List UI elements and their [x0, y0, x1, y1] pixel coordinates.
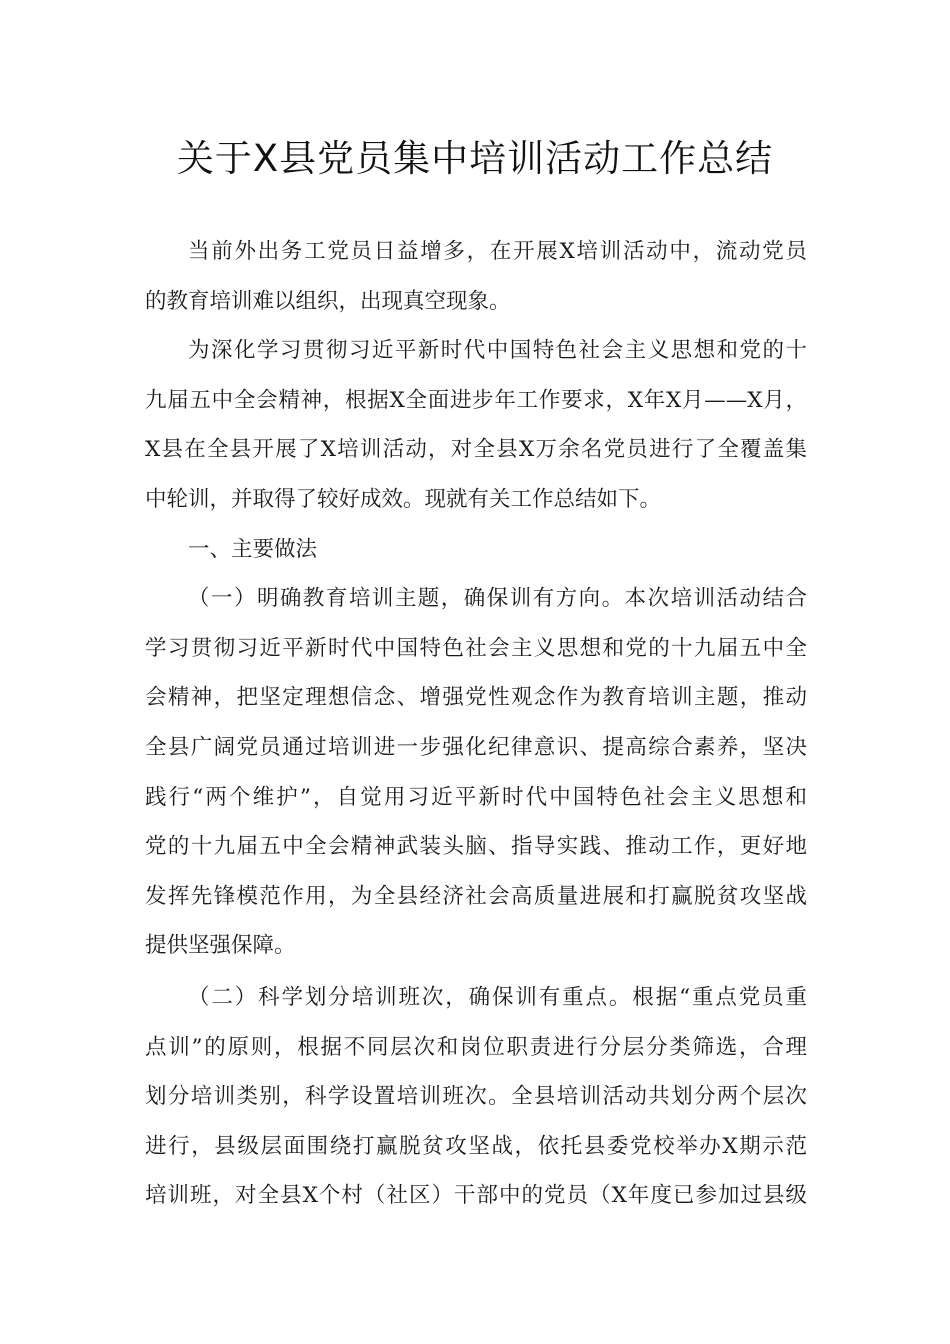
paragraph-line: 提供坚强保障。 [145, 933, 296, 959]
document-body [145, 232, 807, 1226]
paragraph-line: 中轮训，并取得了较好成效。现就有关工作总结如下。 [145, 486, 662, 512]
paragraph-line: 培训班，对全县X个村（社区）干部中的党员（X年度已参加过县级 [145, 1183, 807, 1209]
paragraph-line: 进行，县级层面围绕打赢脱贫攻坚战，依托县委党校举办X期示范 [145, 1133, 807, 1159]
paragraph-line: 党的十九届五中全会精神武装头脑、指导实践、推动工作，更好地 [145, 834, 807, 860]
paragraph-line: 学习贯彻习近平新时代中国特色社会主义思想和党的十九届五中全 [145, 635, 807, 661]
paragraph-line: 划分培训类别，科学设置培训班次。全县培训活动共划分两个层次 [145, 1084, 807, 1110]
paragraph-line: （二）科学划分培训班次，确保训有重点。根据“重点党员重 [188, 984, 807, 1010]
paragraph-line: 全县广阔党员通过培训进一步强化纪律意识、提高综合素养，坚决 [145, 734, 807, 760]
paragraph-line: 点训”的原则，根据不同层次和岗位职责进行分层分类筛选，合理 [145, 1034, 807, 1060]
paragraph-line: 九届五中全会精神，根据X全面进步年工作要求，X年X月——X月， [145, 387, 807, 413]
paragraph-line: X县在全县开展了X培训活动，对全县X万余名党员进行了全覆盖集 [145, 437, 807, 463]
section-heading: 一、主要做法 [188, 536, 318, 562]
paragraph-line: 当前外出务工党员日益增多，在开展X培训活动中，流动党员 [188, 239, 807, 264]
paragraph-line: 发挥先锋模范作用，为全县经济社会高质量进展和打赢脱贫攻坚战 [145, 883, 807, 909]
paragraph-line: 的教育培训难以组织，出现真空现象。 [145, 288, 511, 314]
paragraph-line: 会精神，把坚定理想信念、增强党性观念作为教育培训主题，推动 [145, 685, 807, 711]
paragraph-line: 为深化学习贯彻习近平新时代中国特色社会主义思想和党的十 [188, 338, 807, 364]
paragraph-line: 践行“两个维护”，自觉用习近平新时代中国特色社会主义思想和 [145, 784, 807, 810]
paragraph-line: （一）明确教育培训主题，确保训有方向。本次培训活动结合 [188, 586, 807, 612]
document-title: 关于X县党员集中培训活动工作总结 [176, 137, 774, 180]
